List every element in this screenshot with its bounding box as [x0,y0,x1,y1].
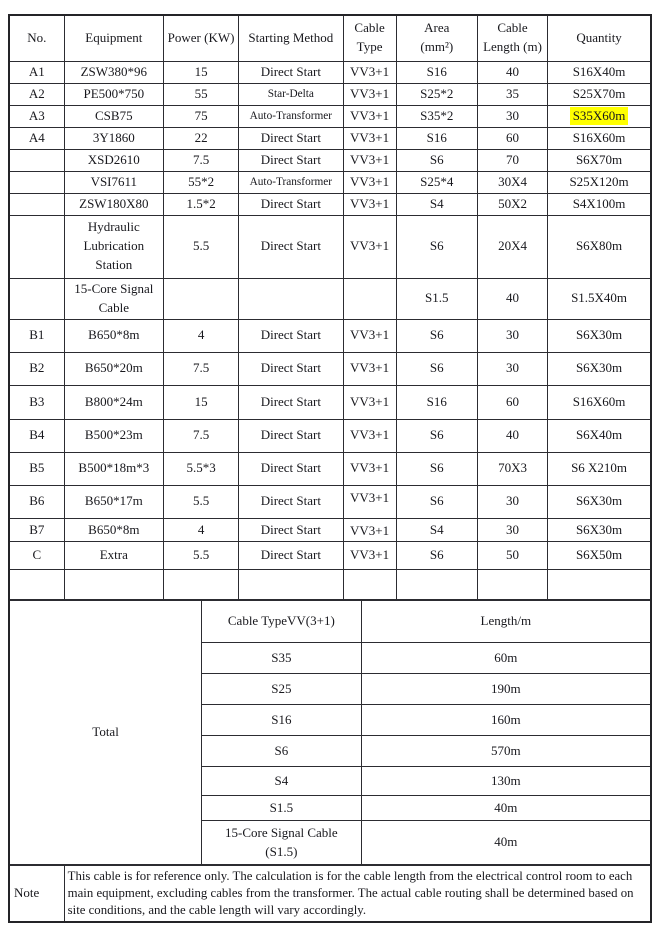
cell-cable-length: 40 [477,419,547,452]
col-header-equipment: Equipment [64,15,163,61]
cell-cable-type: VV3+1 [343,215,396,278]
cell-quantity: S16X60m [548,385,651,419]
cell-no: B4 [9,419,64,452]
cell-equipment: B500*18m*3 [64,452,163,485]
highlighted-quantity: S35X60m [570,107,629,126]
cell-power: 1.5*2 [163,193,238,215]
equipment-row [9,83,651,105]
cell-quantity: S6X40m [548,419,651,452]
cell-cable-length: 30X4 [477,171,547,193]
cell-cable-type: VV3+1 [343,149,396,171]
col-header-area-line1: Area [424,20,450,36]
cell-area: S6 [396,149,477,171]
cell-starting-method: Auto-Transformer [239,171,343,193]
cell-power: 5.5*3 [163,452,238,485]
cell-no: A4 [9,127,64,149]
cell-cable-length: 30 [477,518,547,542]
cell-starting-method: Direct Start [239,542,343,570]
cell-equipment [64,570,163,600]
cell-starting-method: Star-Delta [239,83,343,105]
cell-area: S6 [396,419,477,452]
cell-starting-method: Auto-Transformer [239,105,343,127]
cell-power: 4 [163,319,238,352]
cell-cable-length: 60 [477,127,547,149]
cell-area: S16 [396,61,477,83]
col-header-cable-type-line1: Cable [354,20,385,36]
cell-equipment: B500*23m [64,419,163,452]
cell-equipment: B800*24m [64,385,163,419]
cell-cable-length: 70X3 [477,452,547,485]
equipment-row [9,149,651,171]
cell-cable-type: VV3+1 [343,61,396,83]
header-row [9,15,651,61]
cell-equipment: B650*8m [64,319,163,352]
cell-starting-method: Direct Start [239,193,343,215]
cell-area: S1.5 [396,278,477,319]
total-label: Total [9,601,202,865]
cell-quantity: S6X50m [548,542,651,570]
cell-starting-method: Direct Start [239,452,343,485]
cell-quantity: S16X60m [548,127,651,149]
cell-cable-length: 30 [477,319,547,352]
cell-power: 7.5 [163,419,238,452]
cell-quantity: S25X70m [548,83,651,105]
cell-cable-length: 70 [477,149,547,171]
cell-starting-method: Direct Start [239,518,343,542]
cell-area: S6 [396,215,477,278]
cell-starting-method: Direct Start [239,127,343,149]
total-signal-cable-line1: 15-Core Signal Cable [225,825,338,840]
cell-starting-method: Direct Start [239,215,343,278]
note-table [8,865,652,923]
equipment-table [8,14,652,600]
cable-spec-table-frame [8,14,652,923]
cell-total-length: 60m [361,643,651,674]
cell-quantity: S6X30m [548,518,651,542]
cell-no: A3 [9,105,64,127]
empty-row [9,570,651,600]
equipment-row [9,452,651,485]
cell-total-cable-type: S25 [202,674,361,705]
cell-power: 7.5 [163,352,238,385]
cell-equipment: Hydraulic Lubrication Station [64,215,163,278]
equipment-row [9,319,651,352]
cell-total-cable-type: S16 [202,705,361,736]
cell-total-cable-type: S1.5 [202,796,361,821]
cell-equipment: B650*8m [64,518,163,542]
col-header-starting-method: Starting Method [239,15,343,61]
cell-quantity: S1.5X40m [548,278,651,319]
cell-starting-method [239,570,343,600]
cell-cable-type: VV3+1 [343,542,396,570]
equipment-row [9,352,651,385]
cell-no: B1 [9,319,64,352]
cell-cable-type [343,278,396,319]
cell-equipment: ZSW380*96 [64,61,163,83]
cell-cable-type: VV3+1 [343,419,396,452]
cell-power: 55*2 [163,171,238,193]
cell-equipment: 15-Core Signal Cable [64,278,163,319]
cell-cable-type: VV3+1 [343,452,396,485]
cell-no: B3 [9,385,64,419]
cell-total-cable-type: S35 [202,643,361,674]
total-signal-cable-line2: (S1.5) [265,843,298,859]
cell-cable-length: 30 [477,485,547,518]
cell-power: 22 [163,127,238,149]
note-row [9,866,651,922]
cell-area: S6 [396,485,477,518]
equipment-row [9,485,651,518]
cell-total-length: 130m [361,767,651,796]
cell-equipment: XSD2610 [64,149,163,171]
cell-equipment: PE500*750 [64,83,163,105]
cell-power [163,278,238,319]
cell-no: B5 [9,452,64,485]
equipment-row [9,61,651,83]
cell-power: 4 [163,518,238,542]
total-header-row [9,601,651,643]
cell-cable-length: 50 [477,542,547,570]
cell-no [9,149,64,171]
cell-quantity: S6X70m [548,149,651,171]
cell-starting-method: Direct Start [239,385,343,419]
cell-quantity: S6X30m [548,352,651,385]
equipment-row [9,105,651,127]
cell-cable-length: 20X4 [477,215,547,278]
cell-total-length: 40m [361,821,651,865]
cell-area: S25*2 [396,83,477,105]
cell-total-length: 160m [361,705,651,736]
cell-power: 15 [163,385,238,419]
cell-quantity: S25X120m [548,171,651,193]
cell-quantity: S4X100m [548,193,651,215]
cell-starting-method [239,278,343,319]
cell-power: 7.5 [163,149,238,171]
cell-equipment: B650*17m [64,485,163,518]
cell-area: S4 [396,518,477,542]
cell-cable-length: 60 [477,385,547,419]
cell-cable-type: VV3+1 [343,127,396,149]
cell-cable-length: 40 [477,278,547,319]
cell-area: S6 [396,352,477,385]
col-header-quantity: Quantity [548,15,651,61]
cell-no [9,193,64,215]
equipment-row [9,542,651,570]
cell-quantity: S6X30m [548,485,651,518]
cell-starting-method: Direct Start [239,149,343,171]
cell-equipment: CSB75 [64,105,163,127]
cell-total-cable-type [202,821,361,865]
cell-total-cable-type: S6 [202,736,361,767]
cell-equipment: 3Y1860 [64,127,163,149]
cell-quantity: S6 X210m [548,452,651,485]
col-header-cable-type-line2: Type [356,39,383,55]
cell-cable-length: 35 [477,83,547,105]
equipment-row [9,385,651,419]
cell-total-length: 190m [361,674,651,705]
cell-area: S6 [396,319,477,352]
col-header-area-line2: (mm²) [420,39,454,55]
cell-no [9,570,64,600]
cell-power: 55 [163,83,238,105]
equipment-row [9,278,651,319]
cell-equipment: Extra [64,542,163,570]
equipment-row [9,171,651,193]
equipment-row [9,127,651,149]
cell-no: A2 [9,83,64,105]
col-header-area [396,15,477,61]
cell-cable-length: 40 [477,61,547,83]
cell-area: S16 [396,385,477,419]
cell-area: S16 [396,127,477,149]
cell-total-length: 40m [361,796,651,821]
cell-starting-method: Direct Start [239,485,343,518]
cell-equipment: VSI7611 [64,171,163,193]
col-header-no: No. [9,15,64,61]
cell-area: S35*2 [396,105,477,127]
cell-cable-type [343,570,396,600]
cell-no: A1 [9,61,64,83]
cell-starting-method: Direct Start [239,352,343,385]
cell-cable-length [477,570,547,600]
total-col-header-cable-type: Cable TypeVV(3+1) [202,601,361,643]
cell-starting-method: Direct Start [239,419,343,452]
cell-cable-type: VV3+1 [343,193,396,215]
cell-area: S6 [396,452,477,485]
cell-power: 75 [163,105,238,127]
cell-equipment: B650*20m [64,352,163,385]
col-header-cable-length-line2: Length (m) [483,39,542,55]
cell-cable-type: VV3+1 [343,352,396,385]
cell-no: B6 [9,485,64,518]
col-header-cable-length-line1: Cable [497,20,528,36]
cell-cable-length: 30 [477,352,547,385]
note-text: This cable is for reference only. The calculation is for the cable length from the electrical control room to each main equipment, excluding cables from the transformer. The actual cable routing shall be determined based on site conditions, and the cable length will vary accordingly. [64,866,651,922]
col-header-cable-type [343,15,396,61]
cell-cable-length: 30 [477,105,547,127]
equipment-row [9,419,651,452]
cell-starting-method: Direct Start [239,319,343,352]
cell-equipment: ZSW180X80 [64,193,163,215]
cell-power: 5.5 [163,215,238,278]
cell-total-cable-type: S4 [202,767,361,796]
col-header-power: Power (KW) [163,15,238,61]
cell-no: C [9,542,64,570]
cell-power [163,570,238,600]
cell-cable-type: VV3+1 [343,518,396,542]
equipment-row [9,193,651,215]
cell-quantity [548,105,651,127]
cell-no [9,278,64,319]
cell-quantity: S6X80m [548,215,651,278]
total-col-header-length: Length/m [361,601,651,643]
cell-quantity: S6X30m [548,319,651,352]
cell-area: S25*4 [396,171,477,193]
cell-quantity: S16X40m [548,61,651,83]
equipment-row [9,215,651,278]
cell-no: B7 [9,518,64,542]
col-header-cable-length [477,15,547,61]
total-table [8,600,652,865]
cell-cable-type: VV3+1 [343,319,396,352]
cell-power: 5.5 [163,542,238,570]
cell-cable-type: VV3+1 [343,83,396,105]
cell-quantity [548,570,651,600]
equipment-row [9,518,651,542]
cell-cable-type: VV3+1 [343,171,396,193]
cell-power: 15 [163,61,238,83]
note-label: Note [9,866,64,922]
cell-area [396,570,477,600]
cell-no: B2 [9,352,64,385]
cell-cable-type: VV3+1 [343,485,396,518]
cell-no [9,215,64,278]
cell-area: S6 [396,542,477,570]
cell-cable-type: VV3+1 [343,385,396,419]
cell-cable-type: VV3+1 [343,105,396,127]
cell-starting-method: Direct Start [239,61,343,83]
cell-total-length: 570m [361,736,651,767]
cell-power: 5.5 [163,485,238,518]
cell-cable-length: 50X2 [477,193,547,215]
cell-no [9,171,64,193]
cell-area: S4 [396,193,477,215]
